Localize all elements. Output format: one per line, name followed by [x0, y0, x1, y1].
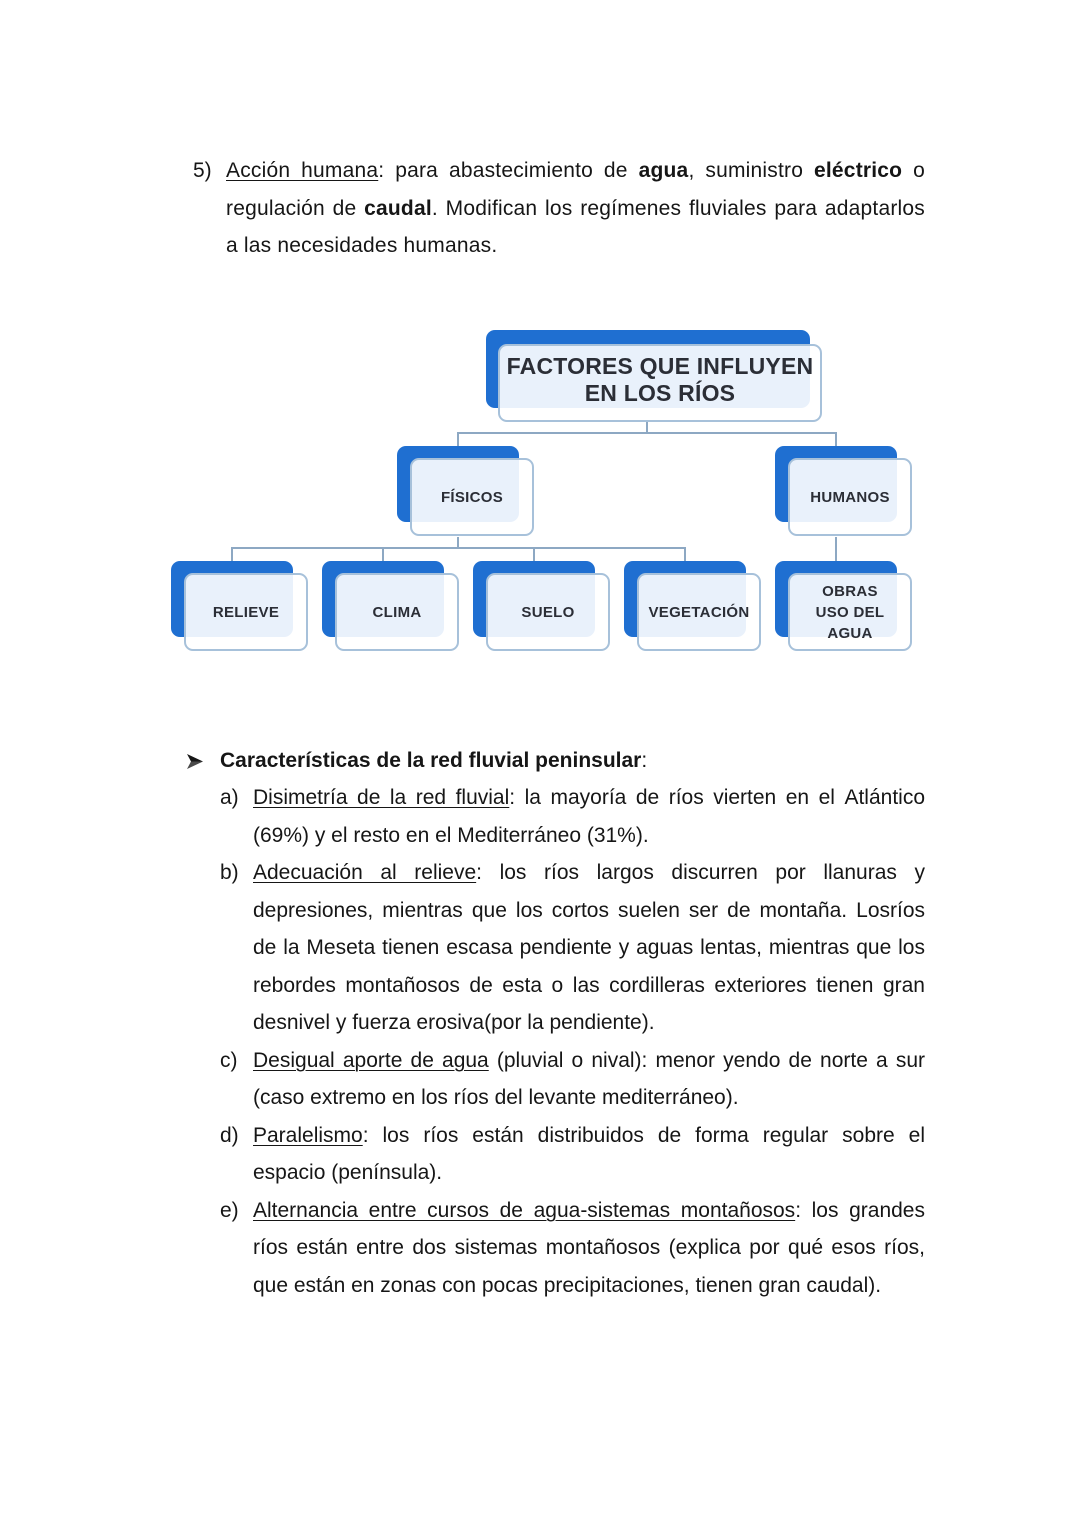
list-item — [220, 1192, 925, 1305]
root-line-1: FACTORES QUE INFLUYEN — [506, 353, 814, 379]
node-front — [788, 573, 912, 651]
list-marker: d) — [220, 1123, 239, 1147]
list-item-description: : los ríos están distribuidos de forma regular sobre el espacio (península). — [253, 1123, 925, 1184]
node-obras-label — [816, 581, 885, 644]
characteristics-heading — [220, 742, 647, 780]
node-front — [335, 573, 459, 651]
list-item — [220, 1117, 925, 1192]
list-item-term: Paralelismo — [253, 1123, 363, 1147]
node-front — [486, 573, 610, 651]
node-root-label — [507, 353, 814, 407]
list-marker: e) — [220, 1198, 239, 1222]
list-item — [220, 854, 925, 1042]
node-obras — [775, 561, 912, 651]
list-item — [220, 779, 925, 854]
list-item-description: : la mayoría de ríos vierten en el Atlántico (69%) y el resto en el Mediterráneo (31%). — [253, 786, 926, 847]
node-front — [184, 573, 308, 651]
list-item-text — [253, 1042, 925, 1117]
node-root-front — [498, 344, 822, 422]
node-humanos — [775, 446, 912, 536]
list-item-term: Adecuación al relieve — [253, 861, 477, 884]
list-item-text — [253, 779, 925, 854]
list-item-term: Desigual aporte de agua — [253, 1048, 489, 1072]
section-5-term: Acción humana — [226, 159, 379, 182]
list-marker: b) — [220, 861, 239, 884]
text-segment: o regulación de — [226, 159, 926, 220]
list-item-text — [253, 1192, 925, 1305]
text-segment: : para abastecimiento de — [378, 159, 639, 182]
list-item-text — [253, 854, 925, 1042]
obras-line-3: AGUA — [827, 624, 873, 642]
node-root — [486, 330, 822, 422]
list-item — [220, 1042, 925, 1117]
node-front — [637, 573, 761, 651]
node-relieve-label: RELIEVE — [212, 603, 280, 621]
bold-caudal: caudal — [364, 196, 432, 220]
list-item-text — [253, 1117, 925, 1192]
list-item-term: Alternancia entre cursos de agua-sistemas montañosos — [253, 1198, 796, 1222]
node-fisicos — [397, 446, 534, 536]
node-humanos-label: HUMANOS — [810, 488, 890, 506]
bold-electrico: eléctrico — [814, 159, 903, 182]
obras-line-1: OBRAS — [822, 582, 878, 600]
characteristics-list — [220, 779, 925, 1304]
node-clima-label: CLIMA — [372, 603, 422, 621]
list-item-term: Disimetría de la red fluvial — [253, 786, 510, 809]
node-suelo — [473, 561, 610, 651]
text-segment: . Modifican los regímenes fluviales para adaptarlos a las necesidades humanas. — [226, 196, 925, 257]
list-marker: a) — [220, 786, 239, 809]
obras-line-2: USO DEL — [815, 603, 885, 621]
node-vegetacion-label: VEGETACIÓN — [648, 603, 750, 621]
node-front — [788, 458, 912, 536]
root-line-2: EN LOS RÍOS — [584, 380, 736, 406]
node-suelo-label: SUELO — [521, 603, 575, 621]
list-item-description: : los ríos largos discurren por llanuras y depresiones, mientras que los cortos suelen ser de montaña. Losríos de la Meseta tienen escasa pendiente y aguas lentas, mientras que los rebordes montañosos de esta o las cordilleras exteriores tienen gran desnivel y fuerza erosiva(por la pendiente). — [253, 861, 925, 1034]
node-fisicos-label: FÍSICOS — [440, 488, 504, 506]
node-clima — [322, 561, 459, 651]
arrow-bullet-icon — [187, 754, 203, 769]
node-relieve — [171, 561, 308, 651]
heading-colon: : — [641, 749, 648, 772]
list-item-description: (pluvial o nival): menor yendo de norte a sur (caso extremo en los ríos del levante mediterráneo). — [253, 1048, 925, 1109]
text-segment: , suministro — [688, 159, 815, 182]
list-marker: c) — [220, 1048, 238, 1072]
bold-agua: agua — [638, 159, 689, 182]
node-vegetacion — [624, 561, 761, 651]
node-front — [410, 458, 534, 536]
characteristics-heading-text: Características de la red fluvial peninsular — [220, 749, 642, 772]
section-5-marker: 5) — [193, 159, 212, 182]
list-item-description: : los grandes ríos están entre dos sistemas montañosos (explica por qué esos ríos, que están en zonas con pocas precipitaciones, tienen gran caudal). — [253, 1198, 925, 1297]
